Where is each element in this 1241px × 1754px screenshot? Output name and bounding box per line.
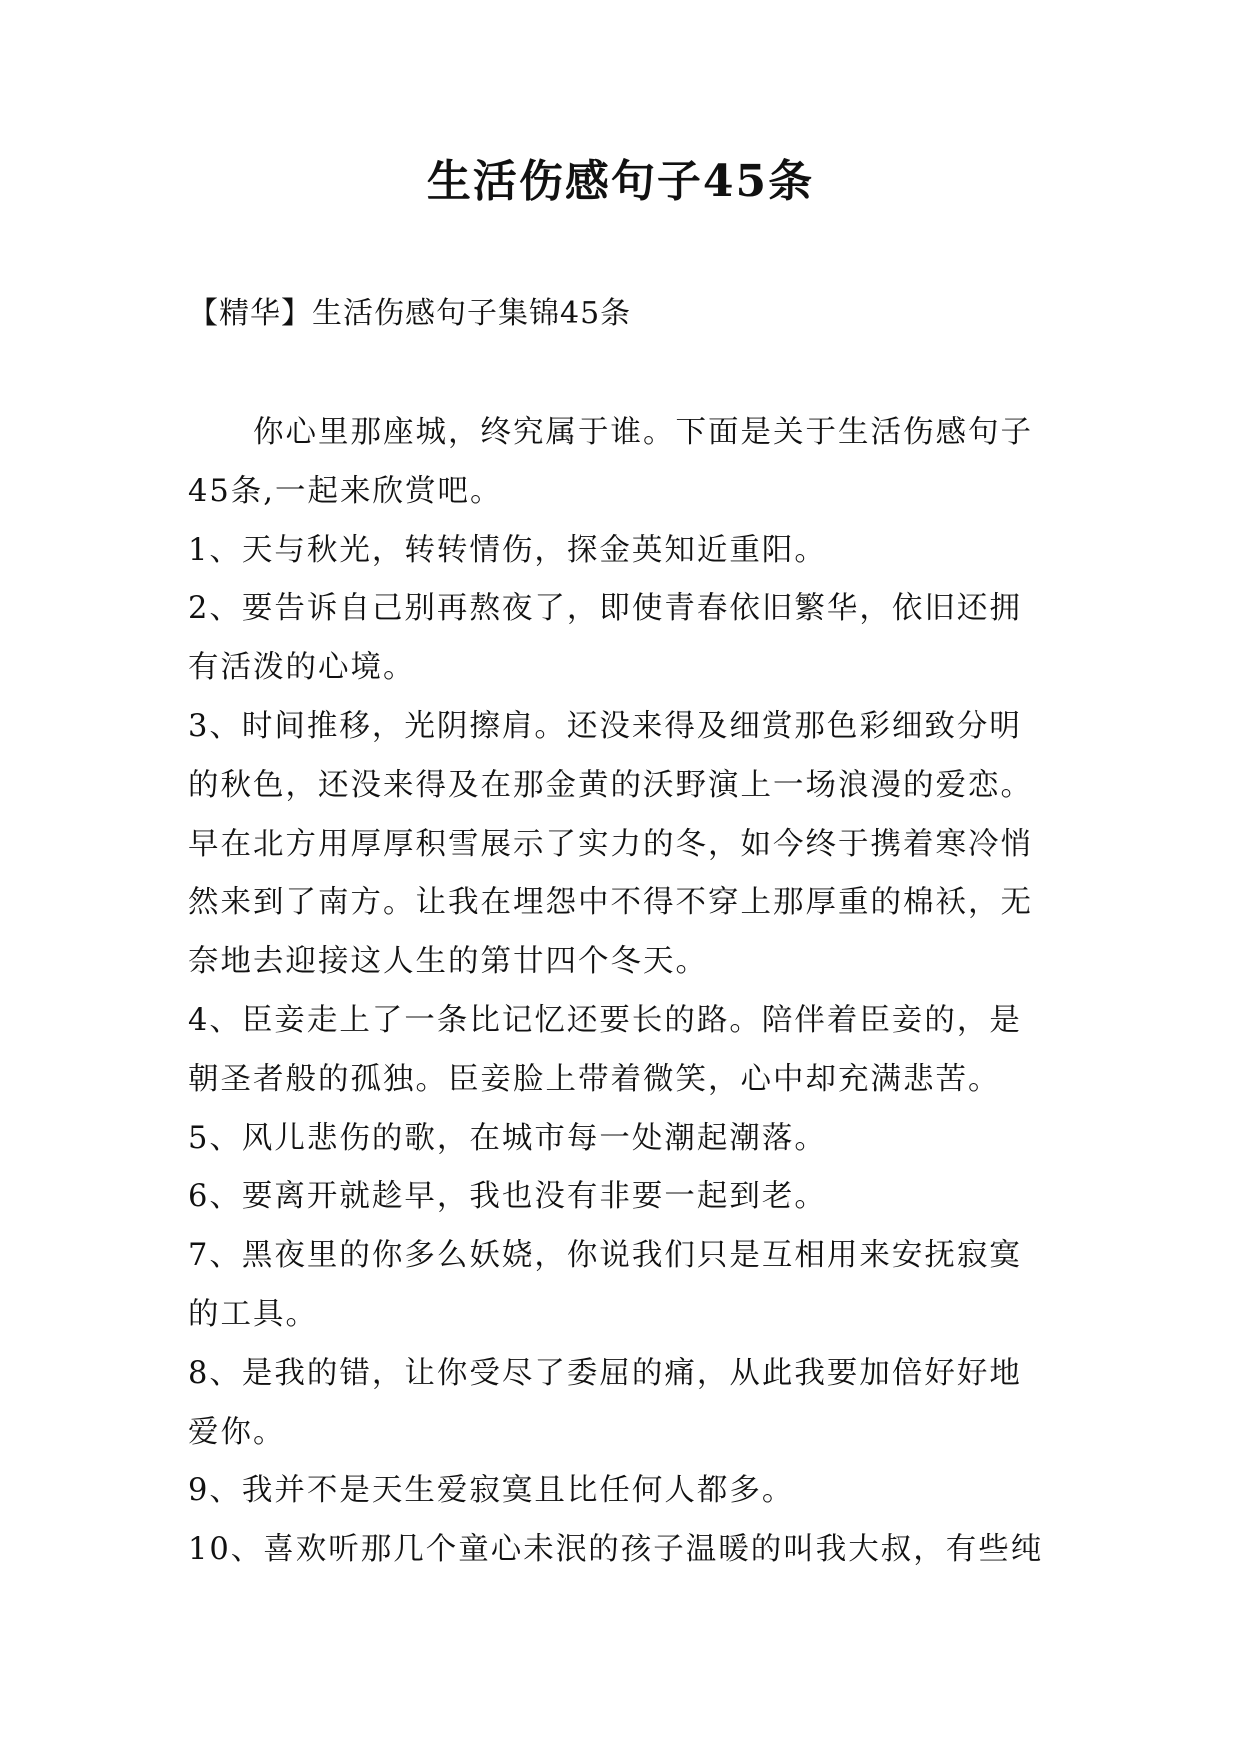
body-line: 4、臣妾走上了一条比记忆还要长的路。陪伴着臣妾的，是 — [188, 1002, 1022, 1038]
body-line: 45条,一起来欣赏吧。 — [188, 473, 503, 509]
body-line: 早在北方用厚厚积雪展示了实力的冬，如今终于携着寒冷悄 — [188, 826, 1033, 862]
body-line: 3、时间推移，光阴擦肩。还没来得及细赏那色彩细致分明 — [188, 708, 1022, 744]
body-line: 有活泼的心境。 — [188, 650, 416, 686]
body-line: 爱你。 — [188, 1414, 286, 1450]
body-line: 8、是我的错，让你受尽了委屈的痛，从此我要加倍好好地 — [188, 1355, 1022, 1391]
body-line: 6、要离开就趁早，我也没有非要一起到老。 — [188, 1179, 827, 1215]
body-line: 2、要告诉自己别再熬夜了，即使青春依旧繁华，依旧还拥 — [188, 591, 1022, 627]
body-line: 的秋色，还没来得及在那金黄的沃野演上一场浪漫的爱恋。 — [188, 767, 1033, 803]
body-line: 10、喜欢听那几个童心未泯的孩子温暖的叫我大叔，有些纯 — [188, 1532, 1044, 1568]
document-title: 生活伤感句子45条 — [426, 156, 815, 207]
body-line: 9、我并不是天生爱寂寞且比任何人都多。 — [188, 1473, 795, 1509]
body-line: 奈地去迎接这人生的第廿四个冬天。 — [188, 944, 708, 980]
document-body — [188, 404, 1058, 1580]
body-line: 5、风儿悲伤的歌，在城市每一处潮起潮落。 — [188, 1120, 827, 1156]
body-line: 1、天与秋光，转转情伤，探金英知近重阳。 — [188, 532, 827, 568]
body-line: 7、黑夜里的你多么妖娆，你说我们只是互相用来安抚寂寞 — [188, 1238, 1022, 1274]
document-subtitle: 【精华】生活伤感句子集锦45条 — [188, 296, 632, 331]
body-line: 然来到了南方。让我在埋怨中不得不穿上那厚重的棉袄，无 — [188, 885, 1033, 921]
body-line: 的工具。 — [188, 1296, 318, 1332]
body-line: 朝圣者般的孤独。臣妾脸上带着微笑，心中却充满悲苦。 — [188, 1061, 1001, 1097]
body-line: 你心里那座城，终究属于谁。下面是关于生活伤感句子 — [188, 415, 1033, 450]
